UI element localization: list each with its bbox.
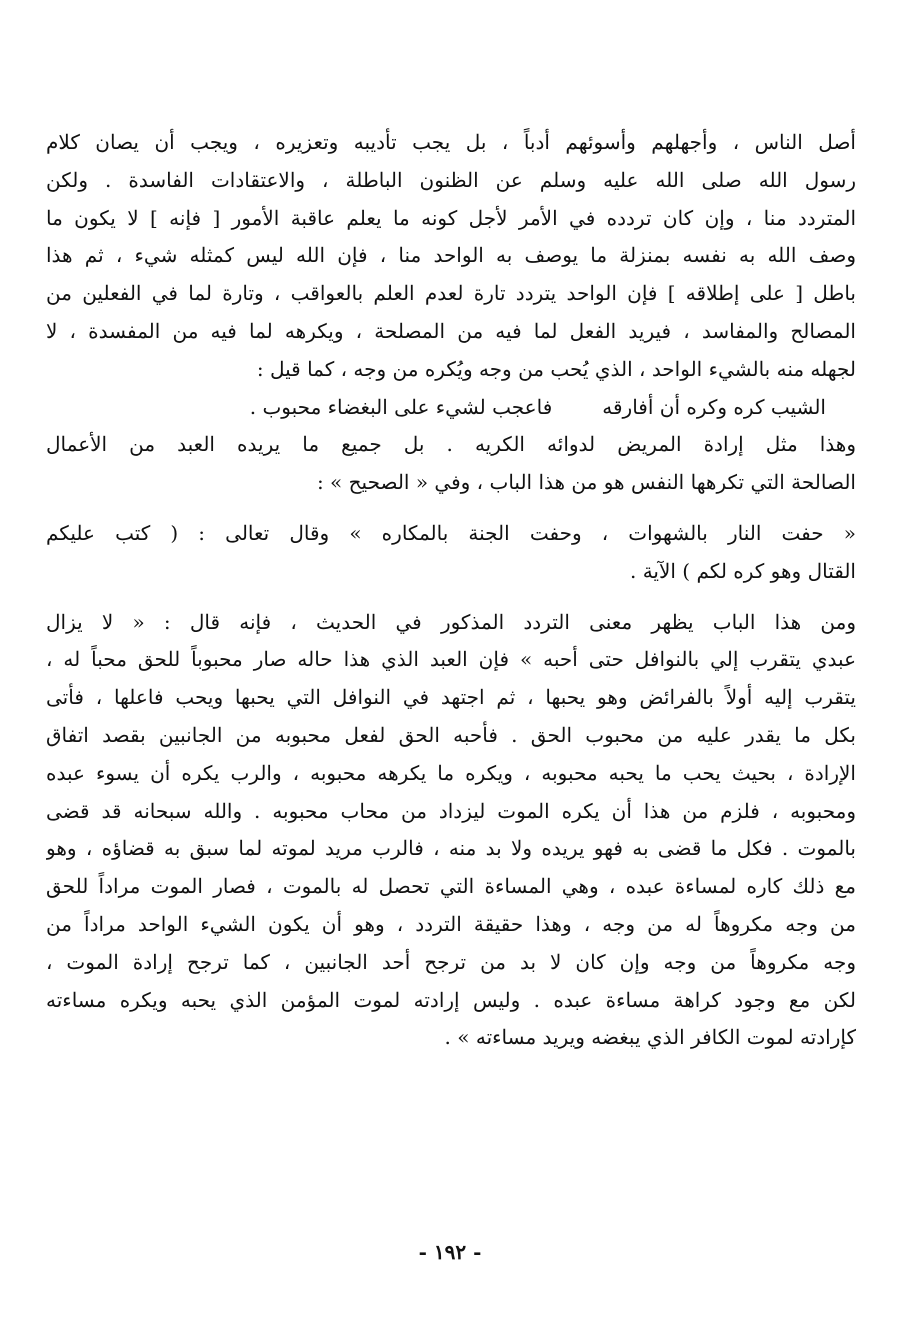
paragraph-gap [46, 502, 856, 515]
paragraph-4 [46, 604, 856, 1058]
text-line: القتال وهو كره لكم ) الآية . [629, 558, 856, 583]
text-line: بالموت . فكل ما قضى به فهو يريده ولا بد منه ، فالرب مريد لموته لما سبق به قضاؤه ، وهو [46, 836, 856, 861]
text-line: لكن مع وجود كراهة مساءة عبده . وليس إرادته لموت المؤمن الذي يحبه ويكره مساءته [46, 987, 856, 1012]
text-line: وهذا مثل إرادة المريض لدوائه الكريه . بل جميع ما يريده العبد من الأعمال [46, 432, 856, 457]
text-line: وصف الله به نفسه بمنزلة ما يوصف به الواحد منا ، فإن الله ليس كمثله شيء ، ثم هذا [46, 243, 856, 268]
page-body [46, 124, 856, 1057]
text-line: كإرادته لموت الكافر الذي يبغضه ويريد مساءته » . [444, 1025, 856, 1050]
text-line: باطل [ على إطلاقه ] فإن الواحد يتردد تارة لعدم العلم بالعواقب ، وتارة لما في الفعلين من [46, 281, 856, 306]
text-line: المصالح والمفاسد ، فيريد الفعل لما فيه من المصلحة ، ويكرهه لما فيه من المفسدة ، لا [46, 318, 856, 343]
text-line: لجهله منه بالشيء الواحد ، الذي يُحب من وجه ويُكره من وجه ، كما قيل : [256, 356, 856, 381]
text-line: ومحبوبه ، فلزم من هذا أن يكره الموت ليزداد من محاب محبوبه . والله سبحانه قد قضى [46, 798, 856, 823]
paragraph-1 [46, 124, 856, 389]
text-line: مع ذلك كاره لمساءة عبده ، وهي المساءة التي تحصل له بالموت ، فصار الموت مراداً للحق [46, 874, 856, 899]
poetry-verse [46, 389, 856, 427]
text-line: وجه مكروهاً من وجه وإن كان لا بد من ترجح أحد الجانبين ، كما ترجح إرادة الموت ، [46, 949, 856, 974]
text-line: الإرادة ، بحيث يحب ما يحبه محبوبه ، ويكره ما يكرهه محبوبه ، والرب يكره أن يسوء عبده [46, 760, 856, 785]
text-line: الصالحة التي تكرهها النفس هو من هذا الباب ، وفي « الصحيح » : [316, 470, 856, 495]
verse-hemistich-2: فاعجب لشيء على البغضاء محبوب . [249, 394, 553, 419]
text-line: ومن هذا الباب يظهر معنى التردد المذكور في الحديث ، فإنه قال : « لا يزال [46, 609, 856, 634]
paragraph-2 [46, 426, 856, 502]
text-line: عبدي يتقرب إلي بالنوافل حتى أحبه » فإن العبد الذي هذا حاله صار محبوباً للحق محباً له ، [46, 647, 856, 672]
text-line: من وجه مكروهاً له من وجه ، وهذا حقيقة التردد ، وهو أن يكون الشيء الواحد مراداً من [46, 911, 856, 936]
paragraph-3 [46, 515, 856, 591]
page-number: - ١٩٢ - [418, 1240, 482, 1264]
text-line: « حفت النار بالشهوات ، وحفت الجنة بالمكاره » وقال تعالى : ( كتب عليكم [46, 520, 856, 545]
text-line: أصل الناس ، وأجهلهم وأسوئهم أدباً ، بل يجب تأديبه وتعزيره ، ويجب أن يصان كلام [46, 130, 856, 154]
text-line: رسول الله صلى الله عليه وسلم عن الظنون الباطلة ، والاعتقادات الفاسدة . ولكن [46, 167, 856, 192]
paragraph-gap [46, 591, 856, 604]
text-line: بكل ما يقدر عليه من محبوب الحق . فأحبه الحق لفعل محبوبه من الجانبين بقصد اتفاق [46, 722, 856, 747]
text-line: يتقرب إليه أولاً بالفرائض وهو يحبها ، ثم اجتهد في النوافل التي يحبها ويحب فاعلها ، فأتى [46, 685, 856, 710]
text-line: المتردد منا ، وإن كان تردده في الأمر لأجل كونه ما يعلم عاقبة الأمور [ فإنه ] لا يكون ما [46, 205, 856, 230]
verse-hemistich-1: الشيب كره وكره أن أفارقه [602, 394, 826, 419]
